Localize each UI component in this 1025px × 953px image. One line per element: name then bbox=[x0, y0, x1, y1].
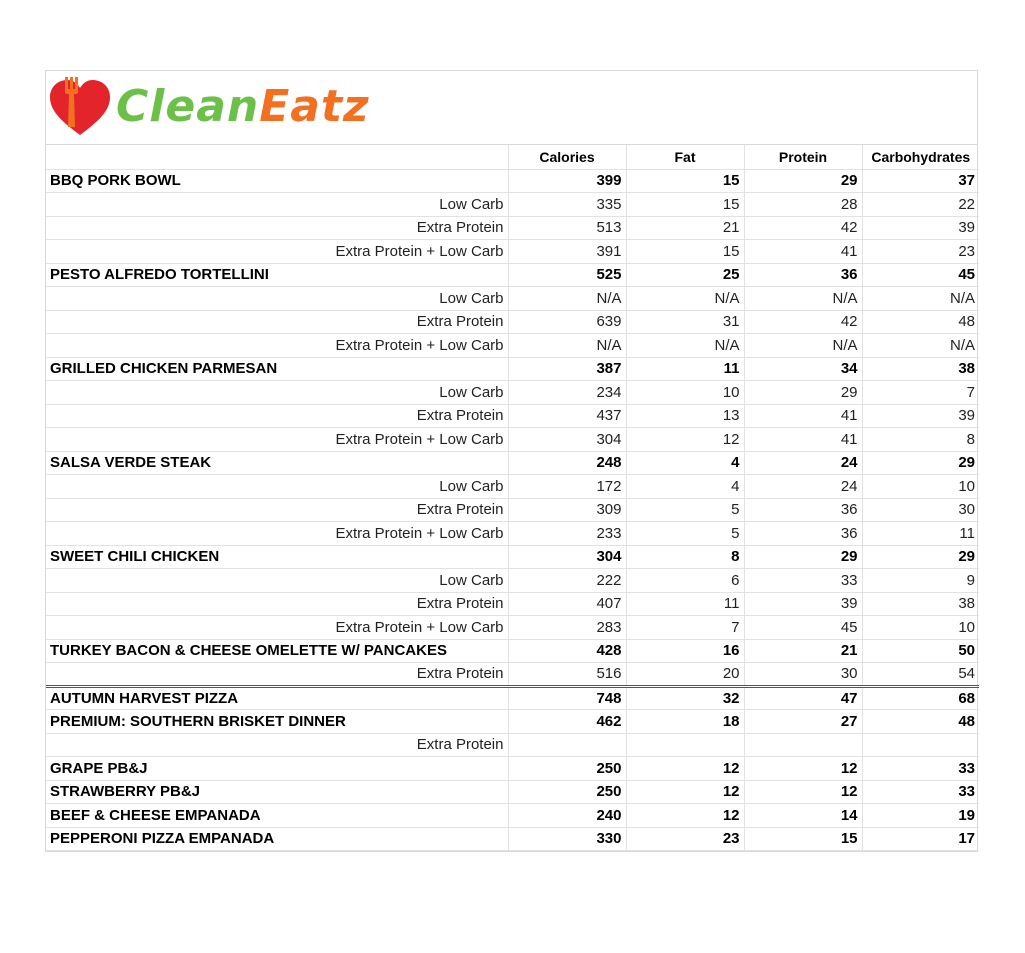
variant-row bbox=[46, 381, 979, 405]
fat-cell: 7 bbox=[626, 616, 744, 640]
fat-cell: N/A bbox=[626, 334, 744, 358]
protein-cell: 21 bbox=[744, 639, 862, 663]
variant-name: Extra Protein bbox=[46, 310, 508, 334]
carbohydrates-cell: N/A bbox=[862, 287, 979, 311]
carbohydrates-cell: 11 bbox=[862, 522, 979, 546]
variant-name: Low Carb bbox=[46, 193, 508, 217]
variant-row bbox=[46, 404, 979, 428]
fat-cell: 15 bbox=[626, 193, 744, 217]
carbohydrates-cell: 30 bbox=[862, 498, 979, 522]
fat-cell: 6 bbox=[626, 569, 744, 593]
fat-cell bbox=[626, 733, 744, 757]
carbohydrates-cell: 7 bbox=[862, 381, 979, 405]
variant-name: Low Carb bbox=[46, 381, 508, 405]
carbohydrates-cell: 33 bbox=[862, 757, 979, 781]
calories-cell: 330 bbox=[508, 827, 626, 851]
fat-cell: 16 bbox=[626, 639, 744, 663]
fat-cell: 15 bbox=[626, 169, 744, 193]
protein-cell: 29 bbox=[744, 169, 862, 193]
variant-row bbox=[46, 310, 979, 334]
fat-cell: 11 bbox=[626, 357, 744, 381]
variant-row bbox=[46, 216, 979, 240]
clean-eatz-logo bbox=[48, 75, 370, 139]
variant-row bbox=[46, 522, 979, 546]
nutrition-table bbox=[46, 145, 979, 851]
fat-cell: 5 bbox=[626, 522, 744, 546]
logo-area bbox=[46, 71, 977, 145]
menu-item-name: BEEF & CHEESE EMPANADA bbox=[46, 804, 508, 828]
variant-row bbox=[46, 475, 979, 499]
fat-cell: 5 bbox=[626, 498, 744, 522]
carbohydrates-cell: 48 bbox=[862, 310, 979, 334]
fat-cell: 20 bbox=[626, 663, 744, 687]
menu-item-name: PEPPERONI PIZZA EMPANADA bbox=[46, 827, 508, 851]
carbohydrates-cell: 54 bbox=[862, 663, 979, 687]
menu-item-name: SALSA VERDE STEAK bbox=[46, 451, 508, 475]
variant-row bbox=[46, 733, 979, 757]
menu-item-name: BBQ PORK BOWL bbox=[46, 169, 508, 193]
calories-cell: N/A bbox=[508, 334, 626, 358]
calories-cell: 525 bbox=[508, 263, 626, 287]
protein-cell: 41 bbox=[744, 240, 862, 264]
variant-name: Extra Protein bbox=[46, 733, 508, 757]
variant-row bbox=[46, 193, 979, 217]
calories-cell: N/A bbox=[508, 287, 626, 311]
fat-cell: 18 bbox=[626, 710, 744, 734]
variant-name: Extra Protein + Low Carb bbox=[46, 522, 508, 546]
carbohydrates-cell: 48 bbox=[862, 710, 979, 734]
carbohydrates-cell: 39 bbox=[862, 404, 979, 428]
fat-cell: 12 bbox=[626, 428, 744, 452]
calories-cell: 437 bbox=[508, 404, 626, 428]
fat-cell: 11 bbox=[626, 592, 744, 616]
protein-cell: 24 bbox=[744, 475, 862, 499]
menu-item-name: SWEET CHILI CHICKEN bbox=[46, 545, 508, 569]
protein-cell bbox=[744, 733, 862, 757]
protein-cell: 42 bbox=[744, 310, 862, 334]
menu-item-row bbox=[46, 263, 979, 287]
carbohydrates-cell: 39 bbox=[862, 216, 979, 240]
carbohydrates-cell: 38 bbox=[862, 357, 979, 381]
protein-cell: 47 bbox=[744, 686, 862, 710]
carbohydrates-cell: 17 bbox=[862, 827, 979, 851]
protein-cell: 39 bbox=[744, 592, 862, 616]
variant-row bbox=[46, 240, 979, 264]
protein-cell: 36 bbox=[744, 522, 862, 546]
carbohydrates-cell: 23 bbox=[862, 240, 979, 264]
calories-cell: 407 bbox=[508, 592, 626, 616]
menu-item-name: GRILLED CHICKEN PARMESAN bbox=[46, 357, 508, 381]
variant-name: Low Carb bbox=[46, 475, 508, 499]
fat-cell: 12 bbox=[626, 757, 744, 781]
calories-cell: 513 bbox=[508, 216, 626, 240]
protein-cell: 29 bbox=[744, 545, 862, 569]
fat-cell: 25 bbox=[626, 263, 744, 287]
fat-cell: 23 bbox=[626, 827, 744, 851]
variant-row bbox=[46, 498, 979, 522]
protein-cell: N/A bbox=[744, 287, 862, 311]
menu-item-row bbox=[46, 780, 979, 804]
protein-cell: 41 bbox=[744, 404, 862, 428]
protein-cell: 42 bbox=[744, 216, 862, 240]
header-blank bbox=[46, 145, 508, 169]
menu-item-row bbox=[46, 357, 979, 381]
protein-cell: 12 bbox=[744, 757, 862, 781]
fat-cell: 12 bbox=[626, 780, 744, 804]
protein-cell: 36 bbox=[744, 263, 862, 287]
menu-item-row bbox=[46, 686, 979, 710]
carbohydrates-cell: 10 bbox=[862, 616, 979, 640]
fat-cell: 13 bbox=[626, 404, 744, 428]
variant-name: Extra Protein bbox=[46, 663, 508, 687]
calories-cell: 250 bbox=[508, 780, 626, 804]
protein-cell: 34 bbox=[744, 357, 862, 381]
menu-item-row bbox=[46, 710, 979, 734]
fat-cell: 10 bbox=[626, 381, 744, 405]
carbohydrates-cell: 38 bbox=[862, 592, 979, 616]
calories-cell: 516 bbox=[508, 663, 626, 687]
protein-cell: 45 bbox=[744, 616, 862, 640]
variant-row bbox=[46, 287, 979, 311]
calories-cell: 172 bbox=[508, 475, 626, 499]
protein-cell: 15 bbox=[744, 827, 862, 851]
variant-name: Extra Protein + Low Carb bbox=[46, 616, 508, 640]
logo-wordmark: CleanEatz bbox=[116, 81, 370, 132]
menu-item-name: PESTO ALFREDO TORTELLINI bbox=[46, 263, 508, 287]
carbohydrates-cell: 37 bbox=[862, 169, 979, 193]
protein-cell: 12 bbox=[744, 780, 862, 804]
variant-name: Extra Protein bbox=[46, 592, 508, 616]
variant-name: Low Carb bbox=[46, 569, 508, 593]
menu-item-name: STRAWBERRY PB&J bbox=[46, 780, 508, 804]
variant-name: Extra Protein bbox=[46, 498, 508, 522]
variant-name: Extra Protein + Low Carb bbox=[46, 240, 508, 264]
menu-item-row bbox=[46, 757, 979, 781]
calories-cell: 283 bbox=[508, 616, 626, 640]
menu-item-name: GRAPE PB&J bbox=[46, 757, 508, 781]
variant-row bbox=[46, 592, 979, 616]
variant-name: Extra Protein + Low Carb bbox=[46, 428, 508, 452]
menu-item-row bbox=[46, 804, 979, 828]
carbohydrates-cell: 68 bbox=[862, 686, 979, 710]
fat-cell: 12 bbox=[626, 804, 744, 828]
carbohydrates-cell: 10 bbox=[862, 475, 979, 499]
header-calories: Calories bbox=[508, 145, 626, 169]
carbohydrates-cell: 9 bbox=[862, 569, 979, 593]
calories-cell: 250 bbox=[508, 757, 626, 781]
heart-fork-icon bbox=[48, 75, 112, 139]
carbohydrates-cell: 19 bbox=[862, 804, 979, 828]
fat-cell: 31 bbox=[626, 310, 744, 334]
calories-cell: 233 bbox=[508, 522, 626, 546]
variant-row bbox=[46, 334, 979, 358]
carbohydrates-cell: 33 bbox=[862, 780, 979, 804]
header-carbohydrates: Carbohydrates bbox=[862, 145, 979, 169]
fat-cell: 32 bbox=[626, 686, 744, 710]
header-fat: Fat bbox=[626, 145, 744, 169]
menu-item-name: TURKEY BACON & CHEESE OMELETTE W/ PANCAKES bbox=[46, 639, 508, 663]
variant-name: Extra Protein bbox=[46, 216, 508, 240]
calories-cell: 304 bbox=[508, 428, 626, 452]
carbohydrates-cell: 22 bbox=[862, 193, 979, 217]
menu-item-row bbox=[46, 169, 979, 193]
calories-cell: 387 bbox=[508, 357, 626, 381]
fat-cell: 4 bbox=[626, 475, 744, 499]
calories-cell: 335 bbox=[508, 193, 626, 217]
carbohydrates-cell: 29 bbox=[862, 451, 979, 475]
calories-cell: 234 bbox=[508, 381, 626, 405]
menu-item-row bbox=[46, 545, 979, 569]
fat-cell: 21 bbox=[626, 216, 744, 240]
protein-cell: 41 bbox=[744, 428, 862, 452]
header-protein: Protein bbox=[744, 145, 862, 169]
menu-item-name: AUTUMN HARVEST PIZZA bbox=[46, 686, 508, 710]
variant-row bbox=[46, 428, 979, 452]
carbohydrates-cell: 50 bbox=[862, 639, 979, 663]
carbohydrates-cell: N/A bbox=[862, 334, 979, 358]
protein-cell: 27 bbox=[744, 710, 862, 734]
calories-cell bbox=[508, 733, 626, 757]
calories-cell: 309 bbox=[508, 498, 626, 522]
fat-cell: 15 bbox=[626, 240, 744, 264]
protein-cell: 24 bbox=[744, 451, 862, 475]
variant-name: Extra Protein bbox=[46, 404, 508, 428]
variant-row bbox=[46, 616, 979, 640]
variant-name: Extra Protein + Low Carb bbox=[46, 334, 508, 358]
variant-row bbox=[46, 569, 979, 593]
calories-cell: 248 bbox=[508, 451, 626, 475]
protein-cell: 28 bbox=[744, 193, 862, 217]
nutrition-sheet bbox=[45, 70, 978, 852]
calories-cell: 222 bbox=[508, 569, 626, 593]
variant-name: Low Carb bbox=[46, 287, 508, 311]
carbohydrates-cell: 45 bbox=[862, 263, 979, 287]
fat-cell: N/A bbox=[626, 287, 744, 311]
protein-cell: 33 bbox=[744, 569, 862, 593]
carbohydrates-cell bbox=[862, 733, 979, 757]
menu-item-row bbox=[46, 639, 979, 663]
protein-cell: 29 bbox=[744, 381, 862, 405]
protein-cell: 14 bbox=[744, 804, 862, 828]
calories-cell: 304 bbox=[508, 545, 626, 569]
carbohydrates-cell: 29 bbox=[862, 545, 979, 569]
menu-item-row bbox=[46, 827, 979, 851]
protein-cell: N/A bbox=[744, 334, 862, 358]
calories-cell: 428 bbox=[508, 639, 626, 663]
menu-item-row bbox=[46, 451, 979, 475]
menu-item-name: PREMIUM: SOUTHERN BRISKET DINNER bbox=[46, 710, 508, 734]
calories-cell: 748 bbox=[508, 686, 626, 710]
table-header-row bbox=[46, 145, 979, 169]
calories-cell: 240 bbox=[508, 804, 626, 828]
calories-cell: 639 bbox=[508, 310, 626, 334]
carbohydrates-cell: 8 bbox=[862, 428, 979, 452]
calories-cell: 399 bbox=[508, 169, 626, 193]
protein-cell: 30 bbox=[744, 663, 862, 687]
fat-cell: 8 bbox=[626, 545, 744, 569]
fat-cell: 4 bbox=[626, 451, 744, 475]
protein-cell: 36 bbox=[744, 498, 862, 522]
calories-cell: 391 bbox=[508, 240, 626, 264]
variant-row bbox=[46, 663, 979, 687]
calories-cell: 462 bbox=[508, 710, 626, 734]
